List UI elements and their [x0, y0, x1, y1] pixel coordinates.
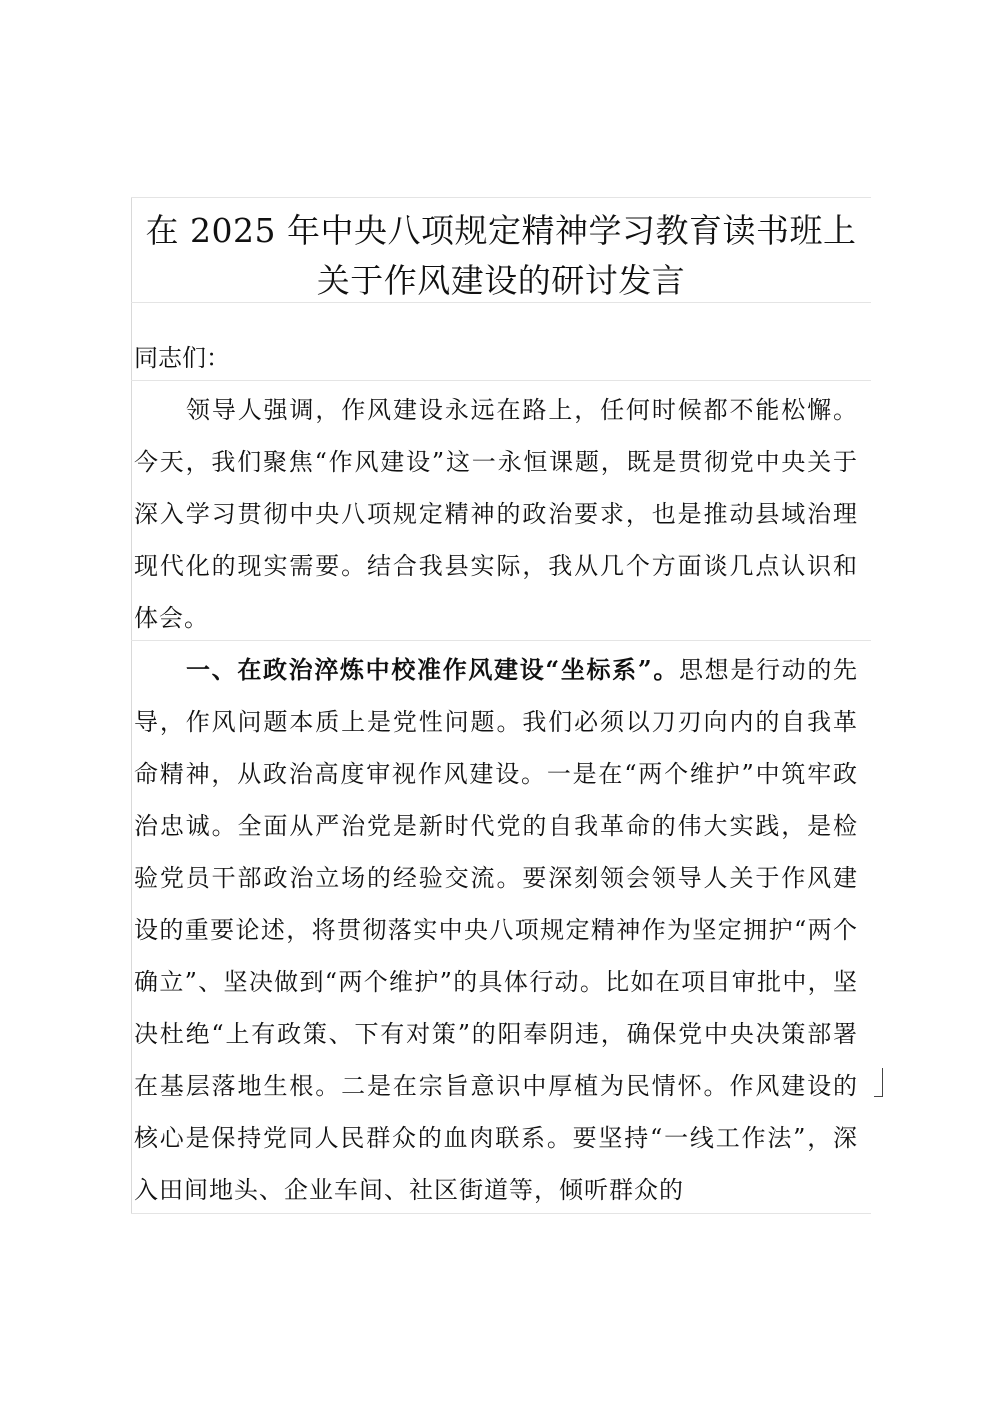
- title-line-1: 在 2025 年中央八项规定精神学习教育读书班上: [145, 211, 857, 250]
- guide-line-top: [131, 197, 871, 198]
- paragraph-intro: 领导人强调，作风建设永远在路上，任何时候都不能松懈。今天，我们聚焦“作风建设”这一永恒课题，既是贯彻党中央关于深入学习贯彻中央八项规定精神的政治要求，也是推动县域治理现代化的现实需要。结合我县实际，我从几个方面谈几点认识和体会。: [134, 396, 858, 632]
- guide-line-greeting: [131, 380, 871, 381]
- paragraph-mark: [874, 1068, 883, 1097]
- section-1-body: 思想是行动的先导，作风问题本质上是党性问题。我们必须以刀刃向内的自我革命精神，从政治高度审视作风建设。一是在“两个维护”中筑牢政治忠诚。全面从严治党是新时代党的自我革命的伟大实践，是检验党员干部政治立场的经验交流。要深刻领会领导人关于作风建设的重要论述，将贯彻落实中央八项规定精神作为坚定拥护“两个确立”、坚决做到“两个维护”的具体行动。比如在项目审批中，坚决杜绝“上有政策、下有对策”的阳奉阴违，确保党中央决策部署在基层落地生根。二是在宗旨意识中厚植为民情怀。作风建设的核心是保持党同人民群众的血肉联系。要坚持“一线工作法”，深入田间地头、企业车间、社区街道等，倾听群众的: [134, 656, 859, 1204]
- greeting: 同志们：: [134, 344, 230, 372]
- section-1-heading: 一、在政治淬炼中校准作风建设“坐标系”。: [186, 655, 679, 684]
- page-guide-left: [131, 197, 132, 1214]
- paragraph-section-1: [134, 644, 858, 1216]
- document-title: [134, 206, 868, 306]
- title-line-2: 关于作风建设的研讨发言: [316, 261, 686, 300]
